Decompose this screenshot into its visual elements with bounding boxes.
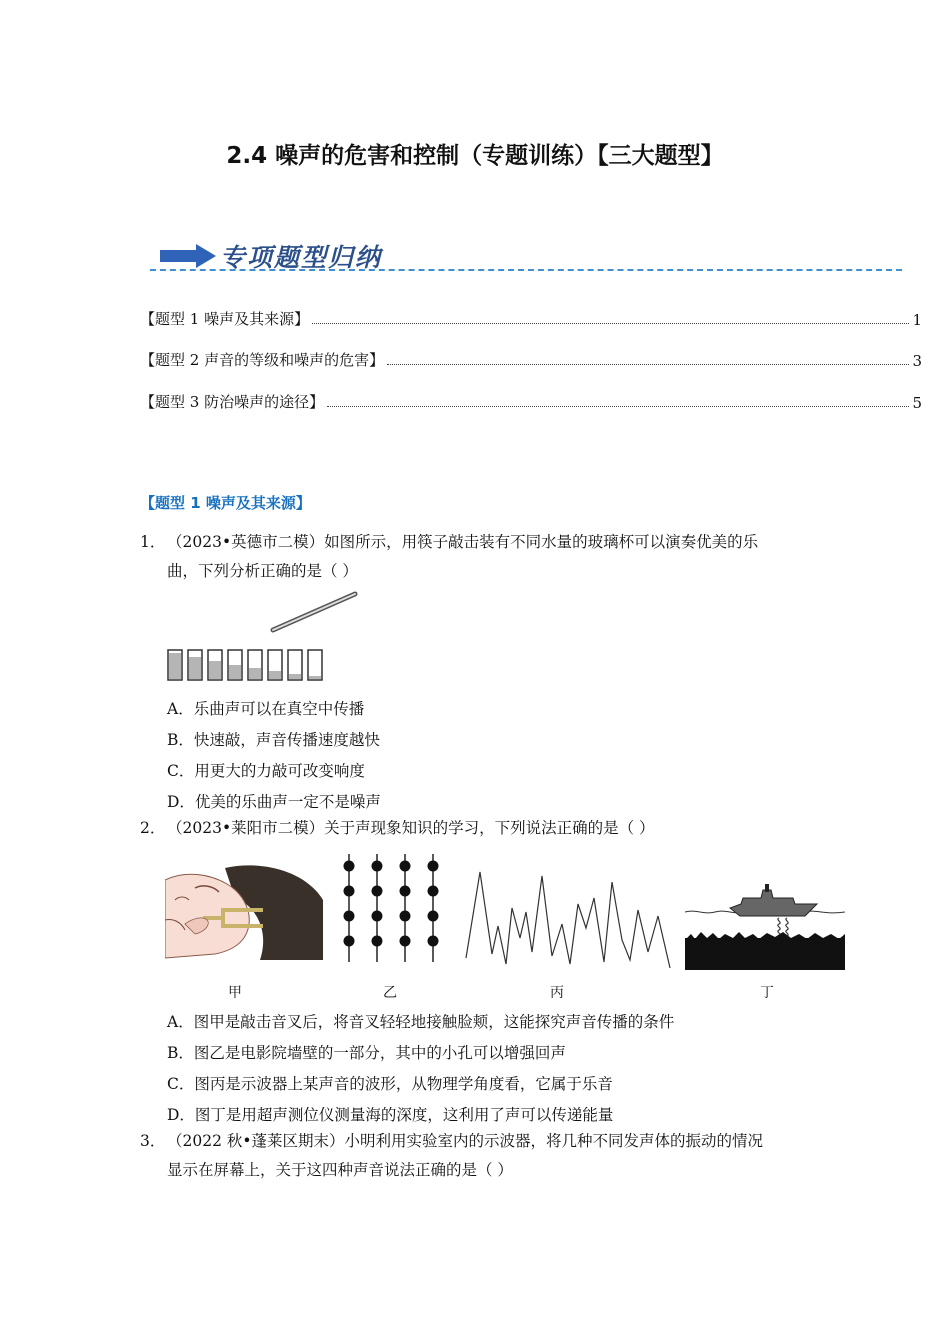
figure-caption-bing: 丙 bbox=[550, 985, 564, 1001]
tuning-fork-face-figure bbox=[165, 860, 325, 962]
glasses-chopstick-figure bbox=[165, 590, 365, 684]
option-c[interactable]: C．用更大的力敲可改变响度 bbox=[167, 762, 365, 780]
toc-label: 【题型 1 噪声及其来源】 bbox=[140, 310, 310, 328]
toc-leader bbox=[327, 406, 909, 407]
section-banner bbox=[150, 236, 902, 276]
question-text: 曲，下列分析正确的是（ ） bbox=[167, 562, 358, 580]
toc-item-1[interactable] bbox=[140, 307, 922, 329]
option-b[interactable]: B．图乙是电影院墙壁的一部分，其中的小孔可以增强回声 bbox=[167, 1044, 566, 1062]
toc-item-2[interactable] bbox=[140, 348, 922, 370]
option-d[interactable]: D．优美的乐曲声一定不是噪声 bbox=[167, 793, 381, 811]
question-text: （2022 秋•蓬莱区期末）小明利用实验室内的示波器，将几种不同发声体的振动的情况 bbox=[167, 1132, 764, 1150]
question-number: 3． bbox=[140, 1132, 166, 1150]
question-number: 1． bbox=[140, 533, 166, 551]
wall-holes-figure bbox=[335, 852, 445, 964]
toc-page-number: 5 bbox=[912, 394, 922, 412]
toc-page-number: 1 bbox=[912, 311, 922, 329]
figure-caption-yi: 乙 bbox=[383, 985, 397, 1001]
banner-divider bbox=[150, 269, 902, 271]
toc-page-number: 3 bbox=[912, 352, 922, 370]
question-text: 显示在屏幕上，关于这四种声音说法正确的是（ ） bbox=[167, 1161, 513, 1179]
toc-leader bbox=[387, 364, 909, 365]
figure-caption-ding: 丁 bbox=[760, 985, 774, 1001]
option-d[interactable]: D．图丁是用超声测位仪测量海的深度，这利用了声可以传递能量 bbox=[167, 1106, 614, 1124]
question-text: （2023•莱阳市二模）关于声现象知识的学习，下列说法正确的是（ ） bbox=[167, 819, 655, 837]
question-number: 2． bbox=[140, 819, 166, 837]
arrow-right-icon bbox=[160, 244, 216, 268]
option-c[interactable]: C．图丙是示波器上某声音的波形，从物理学角度看，它属于乐音 bbox=[167, 1075, 613, 1093]
sonar-ship-figure bbox=[685, 882, 845, 970]
toc-label: 【题型 3 防治噪声的途径】 bbox=[140, 393, 325, 411]
banner-title: 专项题型归纳 bbox=[220, 243, 383, 272]
toc-leader bbox=[312, 323, 909, 324]
question-text: （2023•英德市二模）如图所示，用筷子敲击装有不同水量的玻璃杯可以演奏优美的乐 bbox=[167, 533, 759, 551]
noise-waveform-figure bbox=[462, 868, 674, 970]
page-title: 2.4 噪声的危害和控制（专题训练）【三大题型】 bbox=[226, 143, 724, 169]
option-b[interactable]: B．快速敲，声音传播速度越快 bbox=[167, 731, 380, 749]
toc-label: 【题型 2 声音的等级和噪声的危害】 bbox=[140, 351, 385, 369]
option-a[interactable]: A．乐曲声可以在真空中传播 bbox=[167, 700, 365, 718]
figure-caption-jia: 甲 bbox=[228, 985, 242, 1001]
toc-item-3[interactable] bbox=[140, 390, 922, 412]
option-a[interactable]: A．图甲是敲击音叉后，将音叉轻轻地接触脸颊，这能探究声音传播的条件 bbox=[167, 1013, 675, 1031]
section-heading: 【题型 1 噪声及其来源】 bbox=[140, 494, 311, 512]
